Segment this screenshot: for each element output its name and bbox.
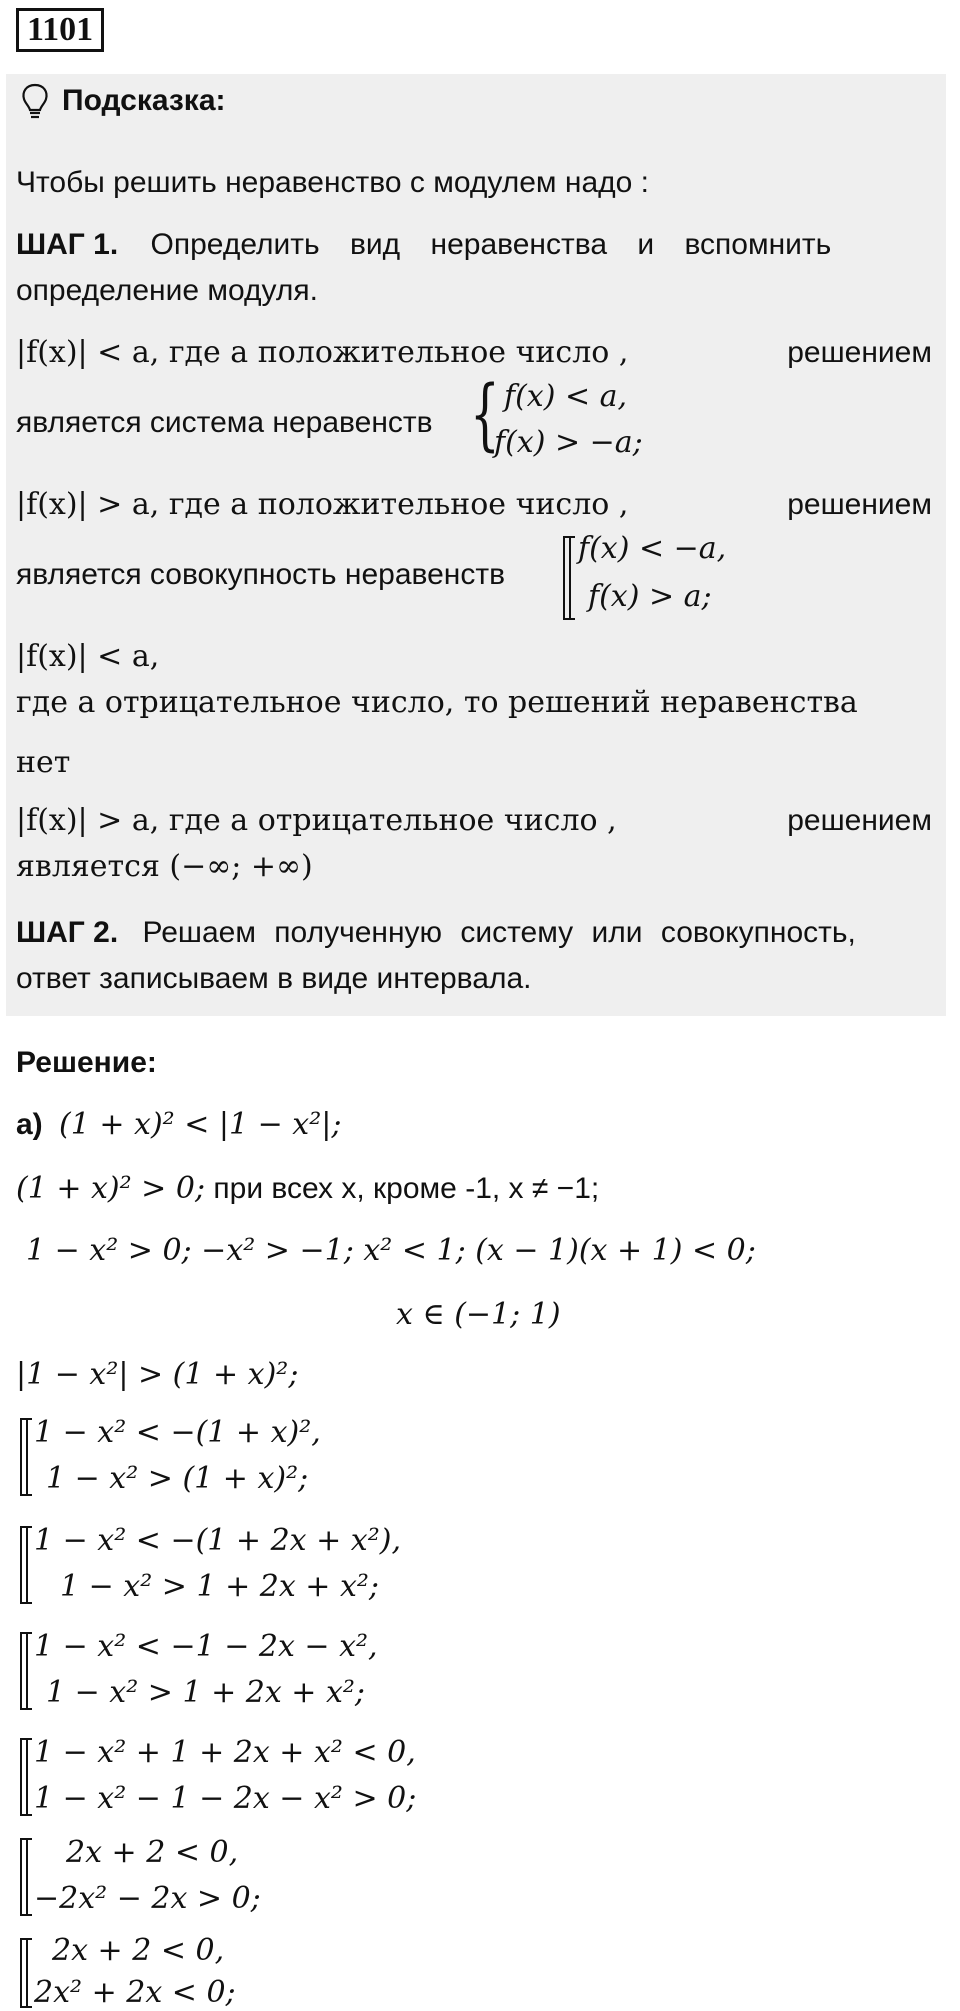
- step1-line1: [16, 228, 942, 262]
- set-bracket-4: [20, 1738, 28, 1816]
- case1-sys-1: f(x) < a,: [504, 379, 628, 414]
- set-bracket: [563, 536, 571, 620]
- set2-line2: 1 − x² > 1 + 2x + x²;: [60, 1569, 380, 1604]
- set-bracket-6: [20, 1938, 28, 2008]
- hint-panel: [6, 74, 946, 1016]
- set2-line1: 1 − x² < −(1 + 2x + x²),: [34, 1523, 401, 1558]
- solution-line5: |1 − x²| > (1 + x)²;: [16, 1357, 299, 1392]
- case1-word: решением: [787, 336, 932, 369]
- system-brace: {: [470, 370, 500, 460]
- hint-intro: Чтобы решить неравенство с модулем надо :: [16, 166, 649, 199]
- set6-line2: 2x² + 2x < 0;: [34, 1975, 236, 2010]
- solution-title: Решение:: [16, 1046, 157, 1079]
- case3-formula: |f(x)| < a,: [16, 639, 160, 674]
- case1-text: является система неравенств: [16, 406, 433, 439]
- task-number: 1101: [16, 8, 104, 52]
- case4-text: является (−∞; +∞): [16, 849, 313, 884]
- line2-math: (1 + x)² > 0;: [16, 1171, 206, 1206]
- set5-line2: −2x² − 2x > 0;: [34, 1881, 261, 1916]
- case2-set-2: f(x) > a;: [588, 579, 712, 614]
- case4-word: решением: [787, 804, 932, 837]
- case1-formula: |f(x)| < a, где a положительное число ,: [16, 335, 629, 370]
- case2-word: решением: [787, 488, 932, 521]
- case2-text: является совокупность неравенств: [16, 558, 506, 591]
- case2-formula: |f(x)| > a, где a положительное число ,: [16, 487, 629, 522]
- set5-line1: 2x + 2 < 0,: [66, 1835, 239, 1870]
- case3-text: где a отрицательное число, то решений неравенства: [16, 685, 858, 720]
- line1-math: (1 + x)² < |1 − x²|;: [59, 1107, 342, 1142]
- step2-text-a: Решаем полученную систему или совокупность,: [142, 916, 856, 949]
- solution-line4: x ∈ (−1; 1): [396, 1297, 561, 1332]
- set-bracket-1: [20, 1418, 28, 1496]
- step1-text-b: определение модуля.: [16, 274, 318, 307]
- step1-text-a: Определить вид неравенства и вспомнить: [150, 228, 832, 261]
- solution-line1: [16, 1108, 341, 1142]
- set1-line2: 1 − x² > (1 + x)²;: [46, 1461, 309, 1496]
- hint-title: Подсказка:: [62, 84, 226, 117]
- case2-set-1: f(x) < −a,: [578, 531, 727, 566]
- set4-line1: 1 − x² + 1 + 2x + x² < 0,: [34, 1735, 416, 1770]
- case4-formula: |f(x)| > a, где a отрицательное число ,: [16, 803, 617, 838]
- solution-line2: [16, 1172, 599, 1206]
- set4-line2: 1 − x² − 1 − 2x − x² > 0;: [34, 1781, 417, 1816]
- line2-text: при всех x, кроме -1, x ≠ −1;: [213, 1172, 600, 1205]
- solution-line3: 1 − x² > 0; −x² > −1; x² < 1; (x − 1)(x + 1) < 0;: [26, 1233, 756, 1268]
- part-label: а): [16, 1108, 43, 1141]
- step1-label: ШАГ 1.: [16, 228, 119, 261]
- set1-line1: 1 − x² < −(1 + x)²,: [34, 1415, 321, 1450]
- set6-line1: 2x + 2 < 0,: [52, 1933, 225, 1968]
- step2-text-b: ответ записываем в виде интервала.: [16, 962, 532, 995]
- step2-label: ШАГ 2.: [16, 916, 119, 949]
- step2-line1: [16, 916, 942, 950]
- set3-line2: 1 − x² > 1 + 2x + x²;: [46, 1675, 366, 1710]
- set3-line1: 1 − x² < −1 − 2x − x²,: [34, 1629, 378, 1664]
- lightbulb-icon: [20, 82, 50, 122]
- set-bracket-3: [20, 1632, 28, 1710]
- set-bracket-2: [20, 1526, 28, 1604]
- case1-sys-2: f(x) > −a;: [494, 425, 643, 460]
- set-bracket-5: [20, 1838, 28, 1916]
- case3-end: нет: [16, 745, 71, 780]
